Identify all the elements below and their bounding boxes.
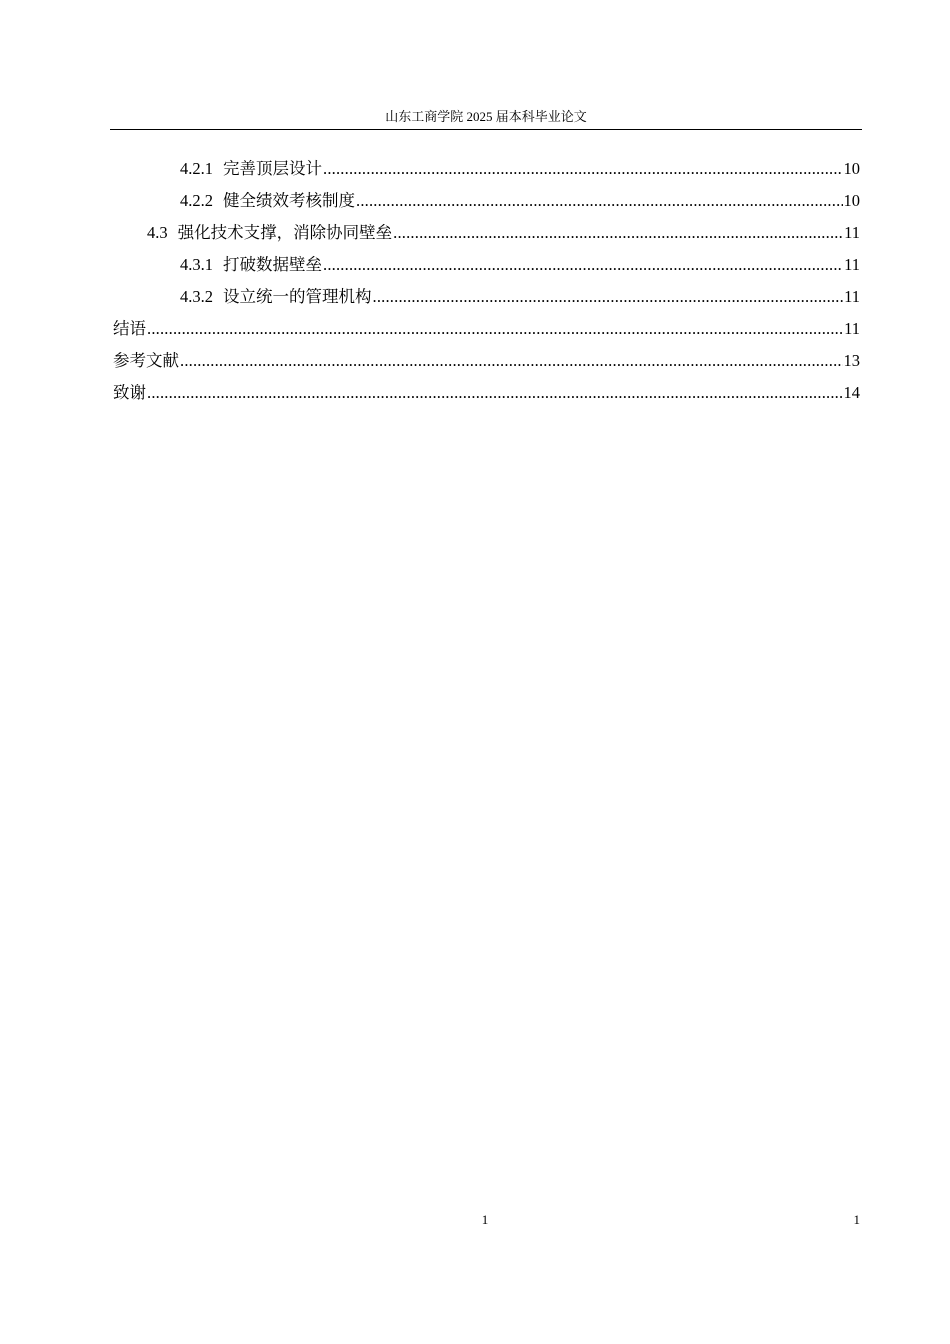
toc-entry-page: 11 — [844, 287, 860, 306]
toc-entry-4-3-2[interactable] — [113, 281, 860, 313]
toc-dot-leader — [323, 153, 843, 185]
toc-entry-page: 11 — [844, 255, 860, 274]
toc-entry-4-2-1[interactable] — [113, 153, 860, 185]
toc-entry-title: 致谢 — [113, 383, 146, 402]
toc-dot-leader — [373, 281, 844, 313]
toc-entry-title: 结语 — [113, 319, 146, 338]
table-of-contents — [113, 153, 860, 409]
toc-entry-4-3-1[interactable] — [113, 249, 860, 281]
toc-entry-number: 4.2.2 — [180, 191, 213, 210]
toc-entry-references[interactable] — [113, 345, 860, 377]
toc-entry-title: 参考文献 — [113, 351, 179, 370]
toc-entry-title: 设立统一的管理机构 — [223, 287, 372, 306]
toc-entry-acknowledgements[interactable] — [113, 377, 860, 409]
toc-entry-4-2-2[interactable] — [113, 185, 860, 217]
toc-dot-leader — [323, 249, 843, 281]
toc-entry-number: 4.2.1 — [180, 159, 213, 178]
toc-entry-page: 10 — [843, 191, 860, 210]
toc-entry-title: 强化技术支撑，消除协同壁垒 — [177, 223, 393, 242]
toc-entry-number: 4.3 — [147, 223, 168, 242]
toc-dot-leader — [180, 345, 843, 377]
toc-entry-page: 13 — [843, 351, 860, 370]
toc-entry-number: 4.3.1 — [180, 255, 213, 274]
footer-page-number-right: 1 — [853, 1212, 860, 1227]
toc-entry-title: 打破数据壁垒 — [223, 255, 322, 274]
header-title: 山东工商学院 2025 届本科毕业论文 — [385, 109, 587, 124]
toc-entry-4-3[interactable] — [113, 217, 860, 249]
footer-page-number: 1 — [481, 1212, 489, 1227]
toc-entry-page: 11 — [844, 223, 860, 242]
toc-entry-conclusion[interactable] — [113, 313, 860, 345]
toc-entry-page: 11 — [844, 319, 860, 338]
toc-entry-page: 14 — [843, 383, 860, 402]
toc-entry-page: 10 — [843, 159, 860, 178]
page-header — [110, 108, 862, 130]
toc-dot-leader — [147, 377, 843, 409]
toc-dot-leader — [356, 185, 843, 217]
toc-dot-leader — [147, 313, 843, 345]
toc-entry-number: 4.3.2 — [180, 287, 213, 306]
toc-dot-leader — [393, 217, 843, 249]
toc-entry-title: 完善顶层设计 — [223, 159, 322, 178]
toc-entry-title: 健全绩效考核制度 — [223, 191, 355, 210]
